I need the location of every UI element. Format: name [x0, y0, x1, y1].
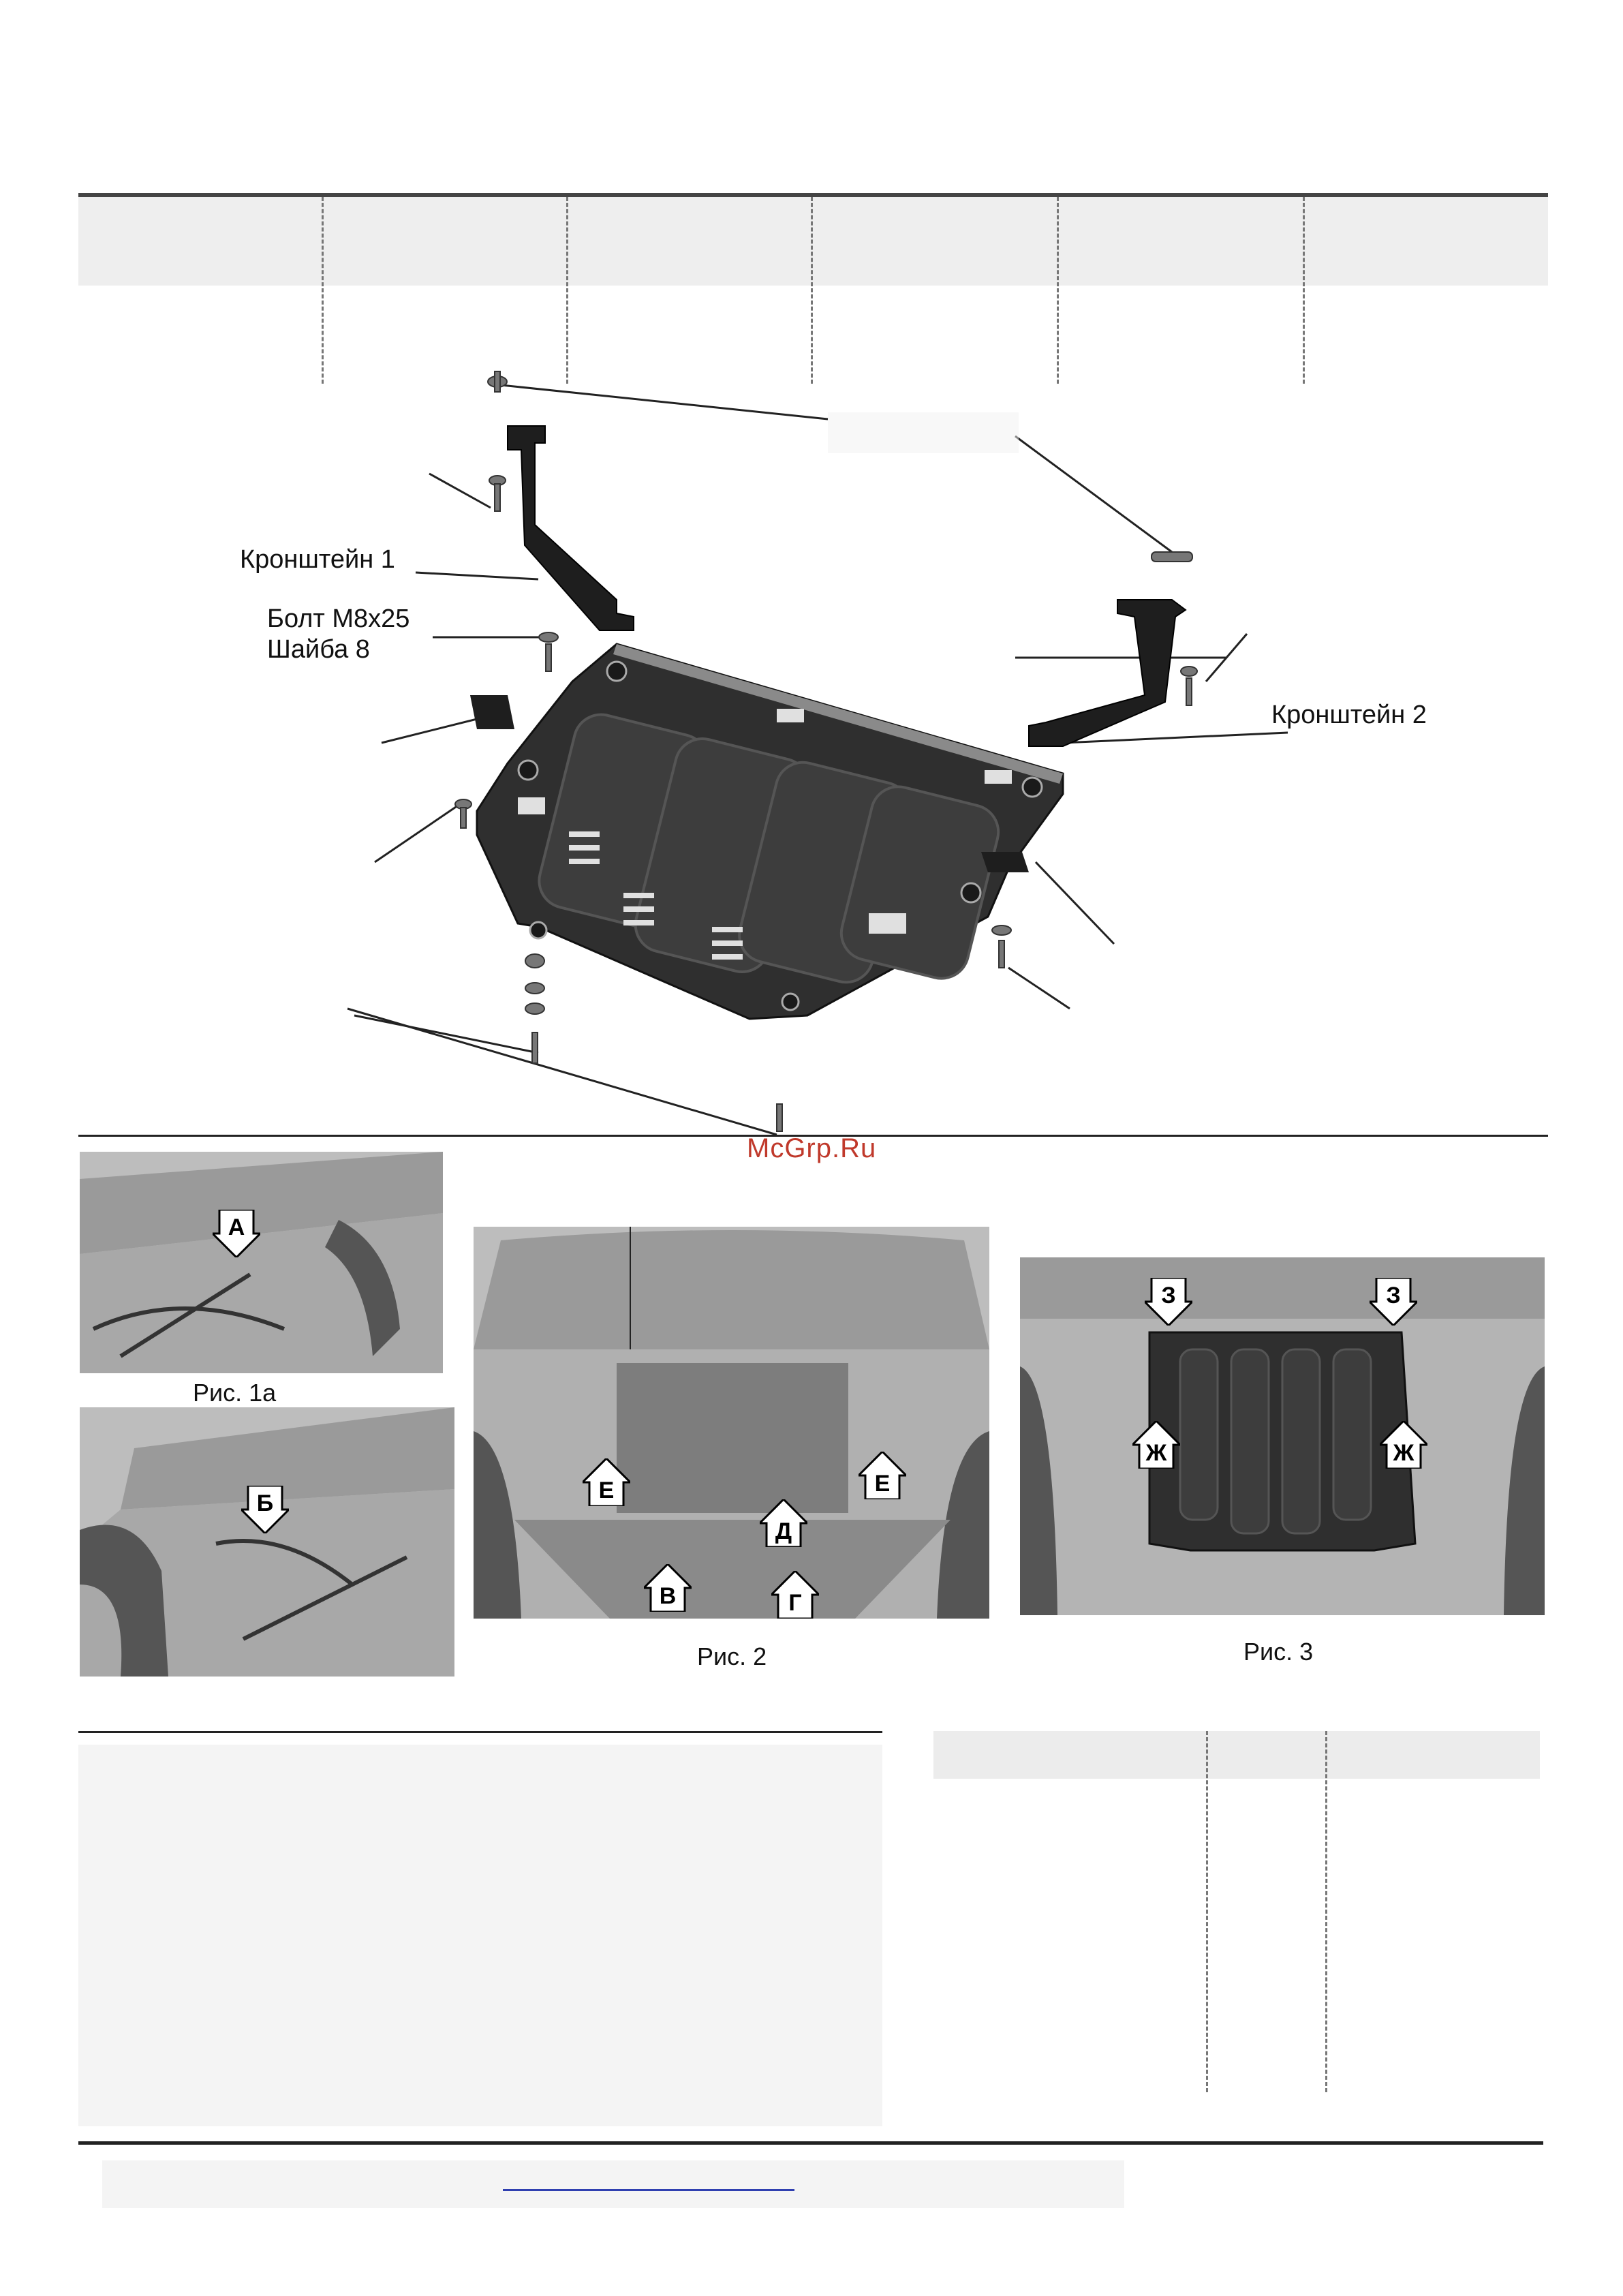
caption-fig-3: Рис. 3 — [1243, 1638, 1314, 1666]
label-bracket-1: Кронштейн 1 — [240, 545, 395, 574]
footer-link-underline[interactable] — [503, 2189, 794, 2191]
watermark: McGrp.Ru — [747, 1133, 877, 1163]
marker-zh-right: Ж — [1393, 1440, 1415, 1466]
marker-e-left: Е — [598, 1478, 615, 1503]
footer-rule — [78, 2141, 1543, 2145]
marker-z-right: З — [1386, 1283, 1401, 1308]
label-bracket-2: Кронштейн 2 — [1271, 701, 1427, 729]
marker-e-right: Е — [874, 1471, 891, 1497]
marker-z-left: З — [1161, 1283, 1176, 1308]
label-bolt: Болт М8х25 — [267, 604, 410, 633]
faded-footer-text — [102, 2160, 1124, 2208]
faded-label — [828, 412, 1019, 453]
marker-zh-left: Ж — [1145, 1440, 1167, 1466]
skid-plate — [470, 644, 1063, 1019]
marker-a: А — [228, 1214, 245, 1240]
photo-fig-1b — [80, 1407, 454, 1677]
caption-fig-2: Рис. 2 — [697, 1642, 767, 1670]
text-section-rule — [78, 1731, 882, 1733]
caption-fig-1a: Рис. 1а — [193, 1379, 277, 1407]
faded-instructions — [78, 1745, 882, 2126]
marker-d: Д — [775, 1518, 792, 1544]
bracket-1 — [508, 426, 634, 630]
photo-fig-2 — [474, 1227, 989, 1619]
bracket-2 — [1029, 600, 1186, 746]
photo-fig-3 — [1020, 1257, 1545, 1615]
faded-torque-table-header — [933, 1731, 1540, 1779]
marker-g: Г — [788, 1590, 802, 1616]
photo-fig-1a — [80, 1152, 443, 1373]
label-washer: Шайба 8 — [267, 635, 370, 664]
marker-v: В — [659, 1583, 677, 1609]
marker-b: Б — [256, 1490, 274, 1516]
torque-table-divider — [1325, 1731, 1327, 2092]
torque-table-divider — [1206, 1731, 1208, 2092]
